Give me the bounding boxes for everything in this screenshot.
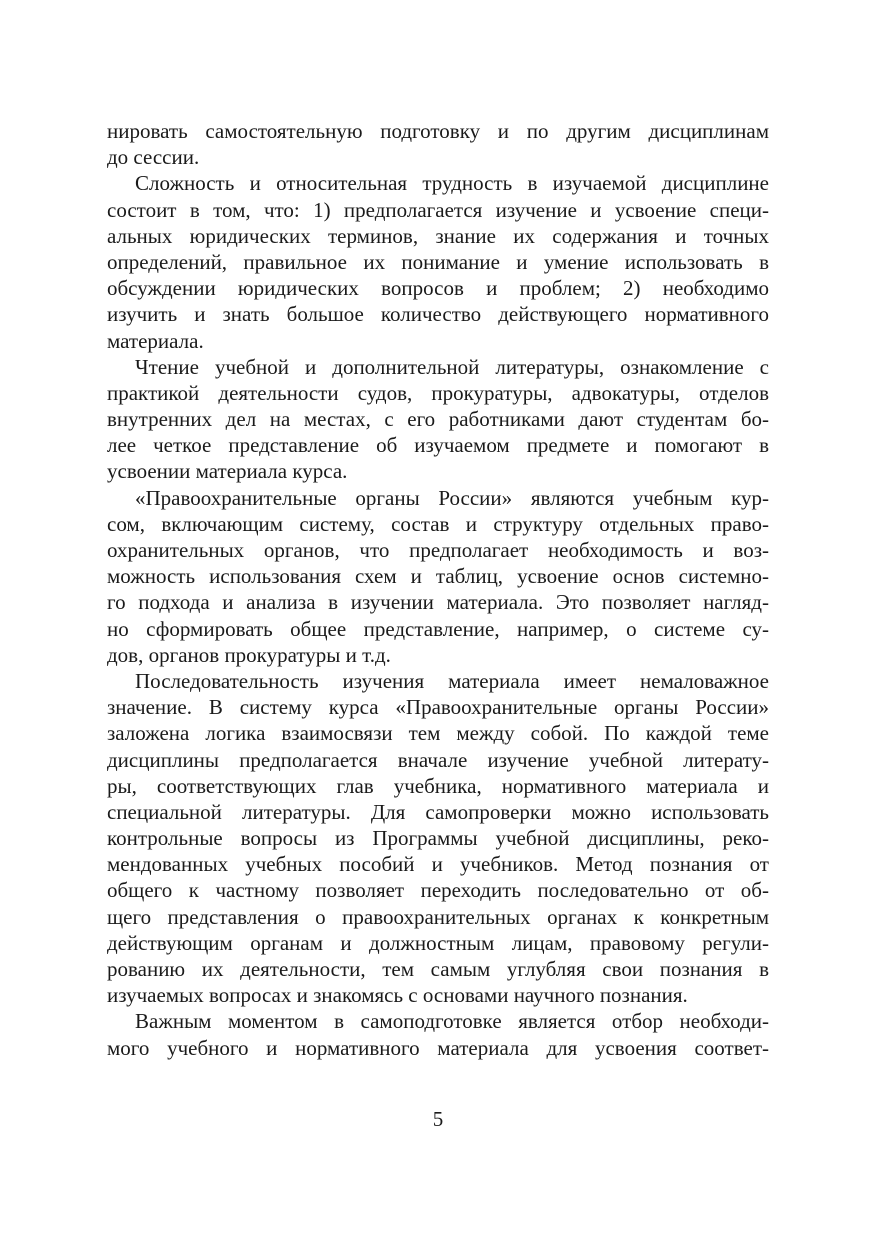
text-line: значение. В систему курса «Правоохранительные органы России» [107,695,769,720]
text-line: лее четкое представление об изучаемом предмете и помогают в [107,433,769,458]
text-line: состоит в том, что: 1) предполагается изучение и усвоение специ- [107,197,769,222]
paragraph [107,485,769,668]
text-line: нировать самостоятельную подготовку и по другим дисциплинам [107,119,769,143]
text-line: действующим органам и должностным лицам, правовому регули- [107,930,769,955]
paragraph [107,118,769,170]
text-line: специальной литературы. Для самопроверки можно использовать [107,799,769,824]
text-line: охранительных органов, что предполагает необходимость и воз- [107,538,769,562]
text-line: контрольные вопросы из Программы учебной дисциплины, реко- [107,826,769,851]
text-line: Сложность и относительная трудность в изучаемой дисциплине [135,171,769,196]
text-line: обсуждении юридических вопросов и проблем; 2) необходимо [107,276,769,301]
text-line: изучить и знать большое количество действующего нормативного [107,302,769,327]
text-line: го подхода и анализа в изучении материала. Это позволяет нагляд- [107,590,769,615]
text-line: заложена логика взаимосвязи тем между собой. По каждой теме [107,721,769,746]
text-line: дисциплины предполагается вначале изучение учебной литерату- [107,747,769,772]
text-line: мендованных учебных пособий и учебников. Метод познания от [107,852,769,877]
text-line: внутренних дел на местах, с его работниками дают студентам бо- [107,407,769,432]
text-line: общего к частному позволяет переходить последовательно от об- [107,878,769,903]
text-line: усвоении материала курса. [107,459,348,484]
text-line: определений, правильное их понимание и умение использовать в [107,249,769,274]
paragraph [107,668,769,1008]
text-line: мого учебного и нормативного материала для усвоения соответ- [107,1035,769,1060]
paragraph [107,170,769,353]
text-line: практикой деятельности судов, прокуратуры, адвокатуры, отделов [107,380,769,405]
paragraph [107,1008,769,1060]
text-line: Последовательность изучения материала имеет немаловажное [135,668,769,693]
text-line: но сформировать общее представление, например, о системе су- [107,616,769,641]
text-line: альных юридических терминов, знание их содержания и точных [107,223,769,248]
text-line: рованию их деятельности, тем самым углубляя свои познания в [107,957,769,981]
text-line: можность использования схем и таблиц, усвоение основ системно- [107,564,769,589]
text-line: материала. [107,328,204,353]
text-line: «Правоохранительные органы России» являются учебным кур- [135,485,769,510]
text-line: Важным моментом в самоподготовке является отбор необходи- [135,1009,769,1034]
body-text [107,118,769,1061]
text-line: щего представления о правоохранительных органах к конкретным [107,904,769,929]
paragraph [107,354,769,485]
text-line: изучаемых вопросах и знакомясь с основами научного познания. [107,983,688,1008]
text-line: сом, включающим систему, состав и структуру отдельных право- [107,511,769,536]
text-line: дов, органов прокуратуры и т.д. [107,642,391,667]
page-number: 5 [432,1107,444,1131]
text-line: ры, соответствующих глав учебника, нормативного материала и [107,773,769,798]
text-line: Чтение учебной и дополнительной литературы, ознакомление с [135,354,769,379]
text-line: до сессии. [107,145,200,170]
